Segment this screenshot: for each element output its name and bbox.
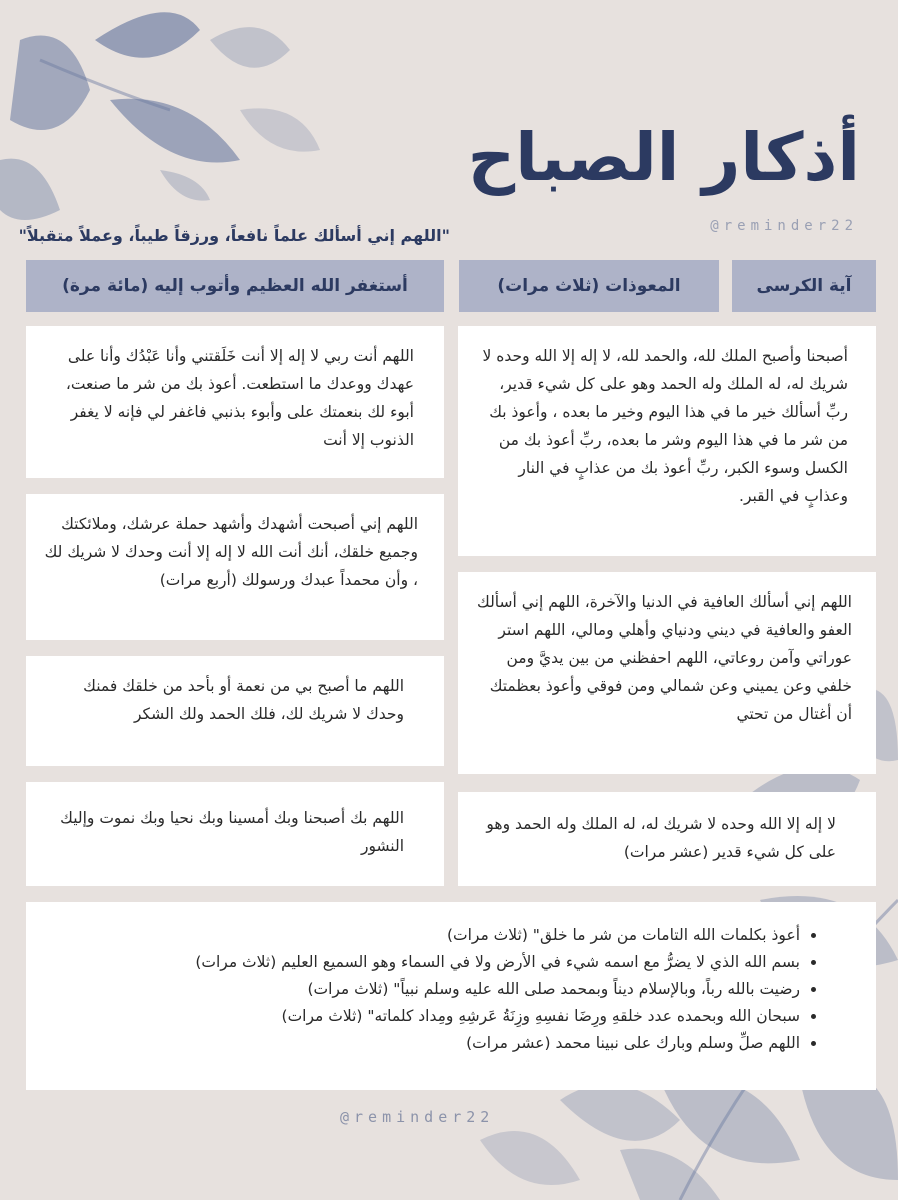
- tagline: "اللهم إني أسألك علماً نافعاً، ورزقاً طيباً، وعملاً متقبلاً": [18, 226, 450, 245]
- list-item: • أعوذ بكلمات الله التامات من شر ما خلق" (ثلاث مرات): [46, 922, 800, 949]
- header-istighfar: أستغفر الله العظيم وأتوب إليه (مائة مرة): [26, 260, 444, 312]
- header-ayat-kursi: آية الكرسى: [732, 260, 876, 312]
- right-card-3: [458, 792, 876, 886]
- left-card-1: [26, 326, 444, 478]
- card-text: اللهم أنت ربي لا إله إلا أنت خَلَقتني وأنا عَبْدُك وأنا على عهدك ووعدك ما استطعت. أعوذ بك من شر ما صنعت، أبوء لك بنعمتك على وأبوء بذنبي فاغفر لي فإنه لا يغفر الذنوب إلا أنت: [65, 347, 414, 449]
- left-card-2: [26, 494, 444, 640]
- card-text: اللهم إني أصبحت أشهدك وأشهد حملة عرشك، وملائكتك وجميع خلقك، أنك أنت الله لا إله إلا أنت وحدك لا شريك لك ، وأن محمداً عبدك ورسولك (أربع مرات): [44, 515, 418, 589]
- list-item: • بسم الله الذي لا يضرُّ مع اسمه شيء في الأرض ولا في السماء وهو السميع العليم (ثلاث مرات): [46, 949, 800, 976]
- card-text: لا إله إلا الله وحده لا شريك له، له الملك وله الحمد وهو على كل شيء قدير (عشر مرات): [486, 815, 836, 861]
- handle-top: @reminder22: [710, 218, 858, 234]
- card-text: اللهم إني أسألك العافية في الدنيا والآخرة، اللهم إني أسألك العفو والعافية في ديني ودنياي وأهلي ومالي، اللهم استر عوراتي وآمن روعاتي، اللهم احفظني من بين يديَّ ومن خلفي وعن يميني وعن شمالي ومن فوقي وأعوذ بعظمتك أن أغتال من تحتي: [477, 593, 852, 723]
- bottom-adhkar-list: [26, 902, 876, 1090]
- list-item: • سبحان الله وبحمده عدد خلقهِ ورِضَا نفسِهِ وزِنَةُ عَرشِهِ ومِداد كلماته" (ثلاث مرات): [46, 1003, 800, 1030]
- page-title: أذكار الصباح: [467, 119, 860, 196]
- handle-bottom: @reminder22: [340, 1108, 495, 1126]
- left-card-3: [26, 656, 444, 766]
- right-card-2: [458, 572, 876, 774]
- card-text: اللهم ما أصبح بي من نعمة أو بأحد من خلقك فمنك وحدك لا شريك لك، فلك الحمد ولك الشكر: [83, 677, 404, 723]
- right-card-1: [458, 326, 876, 556]
- left-card-4: [26, 782, 444, 886]
- list-item: • اللهم صلِّ وسلم وبارك على نبينا محمد (عشر مرات): [46, 1030, 800, 1057]
- card-text: أصبحنا وأصبح الملك لله، والحمد لله، لا إله إلا الله وحده لا شريك له، له الملك وله الحمد وهو على كل شيء قدير، ربِّ أسألك خير ما في هذا اليوم وخير ما بعده ، وأعوذ بك من شر ما في هذا اليوم وشر ما بعده، ربِّ أعوذ بك من الكسل وسوء الكبر، ربِّ أعوذ بك من عذابٍ في النار وعذابٍ في القبر.: [482, 347, 848, 505]
- card-text: اللهم بك أصبحنا وبك أمسينا وبك نحيا وبك نموت وإليك النشور: [60, 809, 404, 855]
- header-muawwidhat: المعوذات (ثلاث مرات): [459, 260, 719, 312]
- list-item: • رضيت بالله رباً، وبالإسلام ديناً وبمحمد صلى الله عليه وسلم نبياً" (ثلاث مرات): [46, 976, 800, 1003]
